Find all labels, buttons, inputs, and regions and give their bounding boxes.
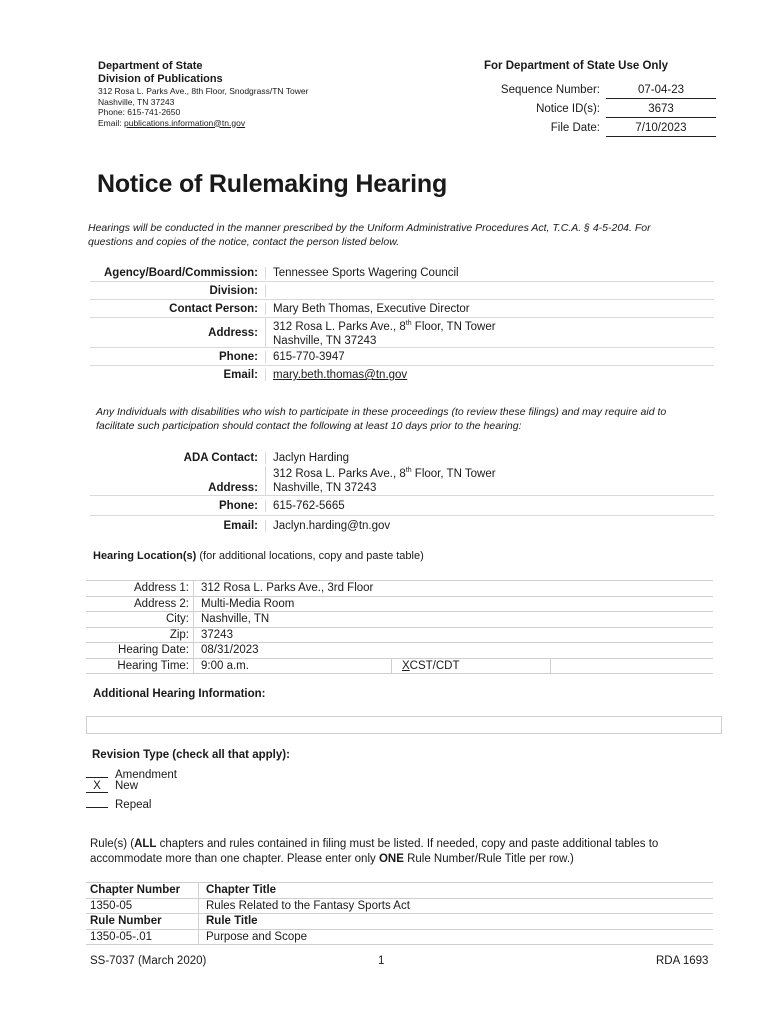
contact-address-line2: Nashville, TN 37243 xyxy=(273,334,377,347)
contact-address-value xyxy=(266,317,714,348)
hearing-label: Hearing Time: xyxy=(86,659,194,674)
ada-note: Any Individuals with disabilities who wish to participate in these proceedings (to review these filings) and may require aid to facilitate such participation should contact the following at least 10 days prior to the hearing: xyxy=(96,406,667,432)
sequence-number-row xyxy=(480,84,716,100)
contact-person-value: Mary Beth Thomas, Executive Director xyxy=(273,302,470,315)
contact-email-row xyxy=(90,366,714,384)
revision-checkbox[interactable]: X xyxy=(86,780,108,793)
contact-grid xyxy=(90,264,714,384)
hearing-row-date xyxy=(86,643,713,659)
hearing-value: 37243 xyxy=(201,628,233,641)
notice-id-value: 3673 xyxy=(606,103,716,118)
rules-table xyxy=(86,882,713,945)
contact-address-line1: 312 Rosa L. Parks Ave., 8th Floor, TN Tower xyxy=(273,320,496,333)
rule-row xyxy=(86,930,713,946)
sequence-number-value: 07-04-23 xyxy=(606,84,716,99)
revision-label: Repeal xyxy=(115,799,152,811)
hearing-label: City: xyxy=(86,612,194,627)
division-label: Division: xyxy=(90,285,266,297)
rule-number: 1350-05-.01 xyxy=(86,930,199,945)
intro-note: Hearings will be conducted in the manner prescribed by the Uniform Administrative Procedures Act, T.C.A. § 4-5-204. For questions and copies of the notice, contact the person listed below. xyxy=(88,222,651,248)
ada-contact-label: ADA Contact: xyxy=(90,452,266,464)
page-number: 1 xyxy=(378,955,385,967)
ada-address-label: Address: xyxy=(90,466,266,495)
ada-phone-row xyxy=(90,496,714,516)
ada-phone-label: Phone: xyxy=(90,500,266,512)
agency-row xyxy=(90,264,714,282)
hearing-value: 08/31/2023 xyxy=(201,644,259,657)
chapter-row xyxy=(86,899,713,915)
rule-title-header: Rule Title xyxy=(206,915,258,928)
rule-header-row xyxy=(86,914,713,930)
agency-value: Tennessee Sports Wagering Council xyxy=(273,266,459,279)
hearing-value: Nashville, TN xyxy=(201,613,270,626)
hearing-location-table xyxy=(86,580,713,674)
contact-email-label: Email: xyxy=(90,369,266,381)
department-email-label: Email: xyxy=(98,117,124,128)
contact-phone-value: 615-770-3947 xyxy=(273,350,345,363)
rule-number-header: Rule Number xyxy=(86,914,199,929)
contact-person-label: Contact Person: xyxy=(90,303,266,315)
ada-address-line2: Nashville, TN 37243 xyxy=(273,482,377,494)
timezone-mark: X xyxy=(402,659,410,672)
department-email-line xyxy=(98,118,418,129)
timezone-label: CST/CDT xyxy=(409,659,460,672)
chapter-number-header: Chapter Number xyxy=(86,883,199,898)
ada-email-value[interactable]: Jaclyn.harding@tn.gov xyxy=(273,520,391,532)
revision-item-repeal[interactable] xyxy=(86,795,151,810)
contact-address-label: Address: xyxy=(90,318,266,347)
timezone-checkbox[interactable] xyxy=(391,659,551,674)
hearing-time-cell xyxy=(194,659,713,674)
hearing-row-zip xyxy=(86,628,713,644)
notice-id-label: Notice ID(s): xyxy=(536,103,600,115)
department-name: Department of State xyxy=(98,60,203,72)
division-row xyxy=(90,282,714,300)
hearing-row-address1 xyxy=(86,581,713,597)
ada-address-value xyxy=(266,464,714,495)
ada-address-row xyxy=(90,466,714,496)
hearing-label: Hearing Date: xyxy=(86,643,194,658)
use-only-heading: For Department of State Use Only xyxy=(484,60,669,72)
contact-person-row xyxy=(90,300,714,318)
division-name: Division of Publications xyxy=(98,73,223,85)
chapter-title-header: Chapter Title xyxy=(206,884,277,897)
revision-checkbox[interactable] xyxy=(86,795,108,808)
revision-type-heading: Revision Type (check all that apply): xyxy=(92,749,290,761)
hearing-location-heading: Hearing Location(s) (for additional locations, copy and paste table) xyxy=(93,550,424,562)
ada-phone-value: 615-762-5665 xyxy=(273,499,345,512)
department-city: Nashville, TN 37243 xyxy=(98,96,175,107)
revision-label: Amendment xyxy=(115,769,178,781)
hearing-row-address2 xyxy=(86,597,713,613)
form-number: SS-7037 (March 2020) xyxy=(90,955,207,967)
chapter-number: 1350-05 xyxy=(86,899,199,914)
rda-number: RDA 1693 xyxy=(656,955,709,967)
revision-label: New xyxy=(115,780,139,792)
additional-info-field[interactable] xyxy=(86,716,722,734)
ada-contact-value: Jaclyn Harding xyxy=(273,452,350,464)
additional-info-label: Additional Hearing Information: xyxy=(93,688,266,700)
contact-address-row xyxy=(90,318,714,348)
contact-phone-row xyxy=(90,348,714,366)
rules-note: Rule(s) (ALL chapters and rules contained in filing must be listed. If needed, copy and paste additional tables to accommodate more than one chapter. Please enter only ONE Rule Number/Rule Title per row.) xyxy=(90,838,659,865)
ada-email-row xyxy=(90,516,714,536)
ada-grid xyxy=(90,450,714,536)
department-phone: Phone: 615-741-2650 xyxy=(98,107,181,117)
revision-item-amendment[interactable] xyxy=(86,765,177,780)
rule-title: Purpose and Scope xyxy=(206,930,308,943)
revision-checkbox[interactable] xyxy=(86,765,108,778)
hearing-value: 312 Rosa L. Parks Ave., 3rd Floor xyxy=(201,582,374,595)
department-header xyxy=(98,60,418,128)
contact-phone-label: Phone: xyxy=(90,351,266,363)
hearing-label: Zip: xyxy=(86,628,194,643)
hearing-label: Address 1: xyxy=(86,581,194,596)
agency-label: Agency/Board/Commission: xyxy=(90,267,266,279)
department-address: 312 Rosa L. Parks Ave., 8th Floor, Snodgrass/TN Tower xyxy=(98,86,309,96)
ada-email-label: Email: xyxy=(90,520,266,532)
contact-email-link[interactable]: mary.beth.thomas@tn.gov xyxy=(273,369,408,381)
file-date-row xyxy=(480,122,716,138)
file-date-label: File Date: xyxy=(550,122,600,134)
hearing-label: Address 2: xyxy=(86,597,194,612)
department-email-link[interactable]: publications.information@tn.gov xyxy=(123,117,246,128)
ada-address-line1: 312 Rosa L. Parks Ave., 8th Floor, TN Tower xyxy=(273,467,496,480)
page-title: Notice of Rulemaking Hearing xyxy=(97,170,448,198)
hearing-value: Multi-Media Room xyxy=(201,597,295,610)
hearing-row-time xyxy=(86,659,713,675)
hearing-row-city xyxy=(86,612,713,628)
rules-header-row xyxy=(86,883,713,899)
file-date-value: 7/10/2023 xyxy=(606,122,716,137)
notice-id-row xyxy=(480,103,716,119)
hearing-value: 9:00 a.m. xyxy=(201,659,249,672)
chapter-title: Rules Related to the Fantasy Sports Act xyxy=(206,899,410,912)
sequence-number-label: Sequence Number: xyxy=(500,84,600,96)
revision-item-new[interactable] xyxy=(86,780,138,795)
